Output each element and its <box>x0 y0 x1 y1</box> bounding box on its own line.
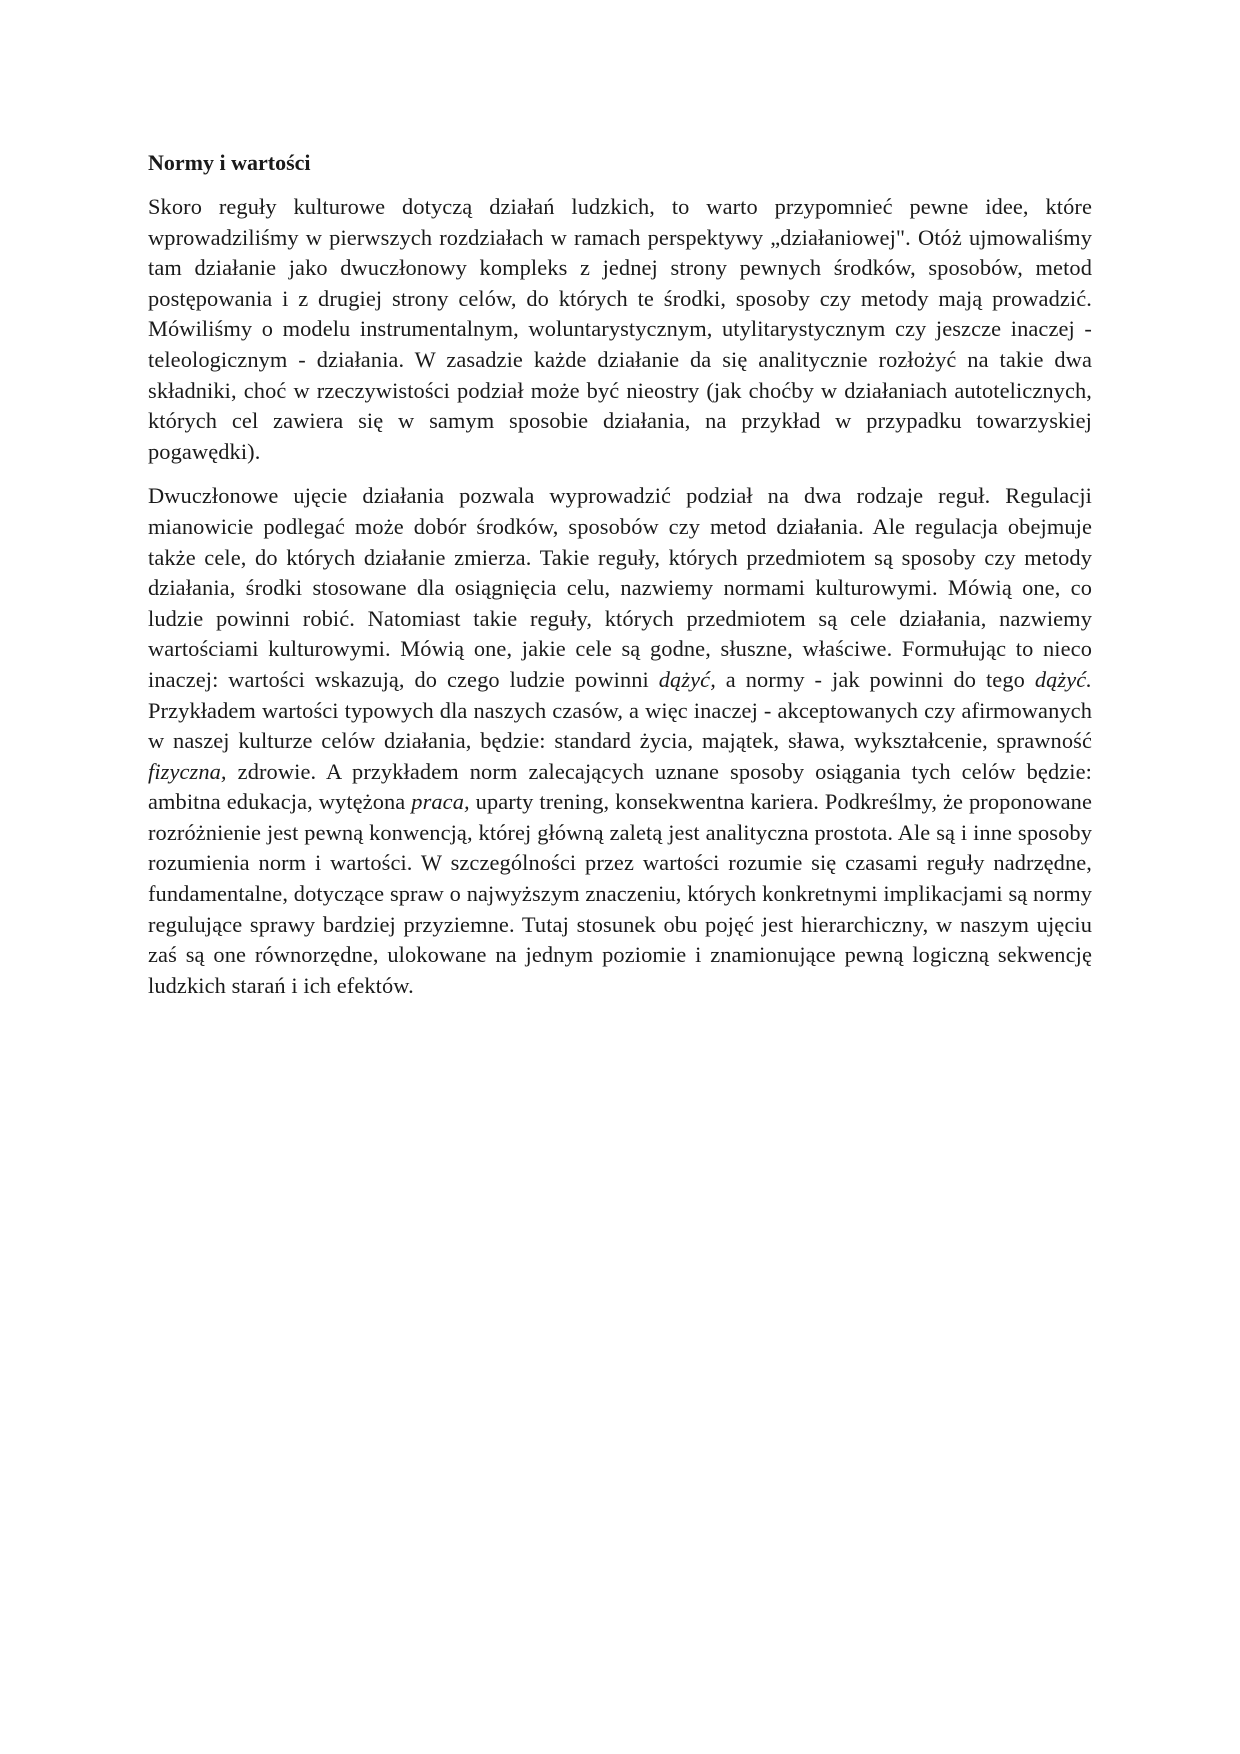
document-title: Normy i wartości <box>148 150 311 175</box>
paragraph-2-text: Przykładem wartości typowych dla naszych czasów, a więc inaczej - akceptowanych czy afirmowanych w naszej kulturze celów działania, będzie: standard życia, majątek, sława, wykształcenie, sprawność <box>148 697 1092 754</box>
paragraph-2-text: Dwuczłonowe ujęcie działania pozwala wyprowadzić podział na dwa rodzaje reguł. Regulacji mianowicie podlegać może dobór środków, sposobów czy metod działania. Ale regulacja obejmuje także cele, do których działanie zmierza. Takie reguły, których przedmiotem są sposoby czy metody działania, środki stosowane dla osiągnięcia celu, nazwiemy normami kulturowymi. Mówią one, co ludzie powinni robić. Natomiast takie reguły, których przedmiotem są cele działania, nazwiemy wartościami kulturowymi. Mówią one, jakie cele są godne, słuszne, właściwe. Formułując to nieco inaczej: wartości wskazują, do czego ludzie powinni <box>148 483 1092 692</box>
paragraph-2-text: uparty trening, konsekwentna kariera. Podkreślmy, że proponowane rozróżnienie jest pewną konwencją, której główną zaletą jest analityczna prostota. Ale są i inne sposoby rozumienia norm i wartości. W szczególności przez wartości rozumie się czasami reguły nadrzędne, fundamentalne, dotyczące spraw o najwyższym znaczeniu, których konkretnymi implikacjami są normy regulujące sprawy bardziej przyziemne. Tutaj stosunek obu pojęć jest hierarchiczny, w naszym ujęciu zaś są one równorzędne, ulokowane na jednym poziomie i znamionujące pewną logiczną sekwencję ludzkich starań i ich efektów. <box>148 789 1092 998</box>
paragraph-2 <box>148 481 1092 1001</box>
document-body <box>148 148 1092 1015</box>
italic-fizyczna: fizyczna, <box>148 758 227 784</box>
paragraph-2-text: zdrowie. A przykładem norm zalecających uznane sposoby osiągania tych celów będzie: ambitna edukacja, wytężona <box>148 758 1092 815</box>
paragraph-2-text: a normy - jak powinni do tego <box>715 666 1035 692</box>
italic-dazyc-1: dążyć, <box>658 666 716 692</box>
italic-dazyc-2: dążyć. <box>1034 666 1092 692</box>
paragraph-1: Skoro reguły kulturowe dotyczą działań ludzkich, to warto przypomnieć pewne idee, które wprowadziliśmy w pierwszych rozdziałach w ramach perspektywy „działaniowej". Otóż ujmowaliśmy tam działanie jako dwuczłonowy kompleks z jednej strony pewnych środków, sposobów, metod postępowania i z drugiej strony celów, do których te środki, sposoby czy metody mają prowadzić. Mówiliśmy o modelu instrumentalnym, woluntarystycznym, utylitarystycznym czy jeszcze inaczej - teleologicznym - działania. W zasadzie każde działanie da się analitycznie rozłożyć na takie dwa składniki, choć w rzeczywistości podział może być nieostry (jak choćby w działaniach autotelicznych, których cel zawiera się w samym sposobie działania, na przykład w przypadku towarzyskiej pogawędki). <box>148 194 1092 464</box>
italic-praca: praca, <box>411 789 470 815</box>
